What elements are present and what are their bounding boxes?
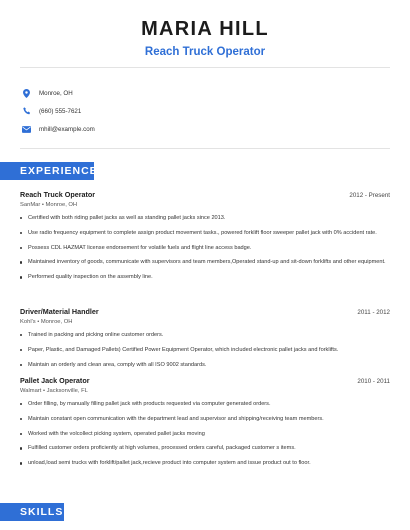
contact-divider	[20, 148, 390, 149]
skills-heading: SKILLS	[0, 503, 64, 521]
bullet-item: Use radio frequency equipment to complete assign product movement tasks., powered forklift floor sweeper pallet jack with 0% accident rate.	[20, 229, 390, 238]
bullet-item: Certified with both riding pallet jacks as well as standing pallet jacks since 2013.	[20, 214, 390, 223]
job-company: SanMar • Monroe, OH	[20, 202, 78, 208]
contact-phone-text: (660) 555-7621	[39, 107, 82, 115]
job-company: Walmart • Jacksonville, FL	[20, 388, 88, 394]
job-header	[20, 307, 390, 316]
job-dates: 2012 - Present	[349, 192, 390, 199]
bullet-item: Possess CDL HAZMAT license endorsement for volatile fuels and flight line access badge.	[20, 244, 390, 253]
contact-list	[22, 84, 95, 138]
candidate-title: Reach Truck Operator	[144, 46, 266, 58]
header-divider	[20, 67, 390, 68]
contact-location-text: Monroe, OH	[39, 89, 73, 97]
job-entry	[20, 190, 390, 288]
job-title: Reach Truck Operator	[20, 190, 96, 199]
bullet-item: Trained in packing and picking online customer orders.	[20, 331, 390, 340]
location-pin-icon	[22, 89, 31, 98]
job-header	[20, 190, 390, 199]
bullet-item: Maintained inventory of goods, communicate with supervisors and team members,Operated stand-up and sit-down forklifts and other equipment.	[20, 258, 390, 267]
bullet-item: Order filling, by manually filling pallet jack with products requested via computer generated orders.	[20, 400, 390, 409]
contact-location	[22, 84, 95, 102]
bullet-item: Fulfilled customer orders proficiently at high volumes, processed orders careful, packaged customer s items.	[20, 444, 390, 453]
bullet-item: Paper, Plastic, and Damaged Pallets) Certified Power Equipment Operator, which included electronic pallet jacks and forklifts.	[20, 346, 390, 355]
contact-email-text[interactable]: mhill@example.com	[39, 125, 95, 133]
contact-phone	[22, 102, 95, 120]
job-dates: 2010 - 2011	[357, 378, 390, 385]
job-dates: 2011 - 2012	[357, 309, 390, 316]
job-entry	[20, 376, 390, 474]
job-bullets	[20, 214, 390, 282]
phone-icon	[22, 107, 31, 116]
resume-header	[0, 0, 410, 59]
job-title: Driver/Material Handler	[20, 307, 99, 316]
job-bullets	[20, 400, 390, 468]
candidate-name: MARIA HILL	[141, 18, 269, 40]
job-entry	[20, 307, 390, 375]
bullet-item: Maintain constant open communication with the department lead and supervisor and shipping/receiving team members.	[20, 415, 390, 424]
bullet-item: Worked with the volcollect picking system, operated pallet jacks moving	[20, 430, 390, 439]
bullet-item: Maintain an orderly and clean area, comply with all ISO 9002 standards.	[20, 361, 390, 370]
experience-heading: EXPERIENCE	[0, 162, 94, 180]
job-title: Pallet Jack Operator	[20, 376, 90, 385]
job-header	[20, 376, 390, 385]
bullet-item: unload,load semi trucks with forklift/pallet jack,recieve product into computer system and issue product out to floor.	[20, 459, 390, 468]
job-bullets	[20, 331, 390, 369]
job-company: Kohl's • Monroe, OH	[20, 319, 73, 325]
mail-icon	[22, 125, 31, 134]
contact-email[interactable]	[22, 120, 95, 138]
bullet-item: Performed quality inspection on the assembly line.	[20, 273, 390, 282]
